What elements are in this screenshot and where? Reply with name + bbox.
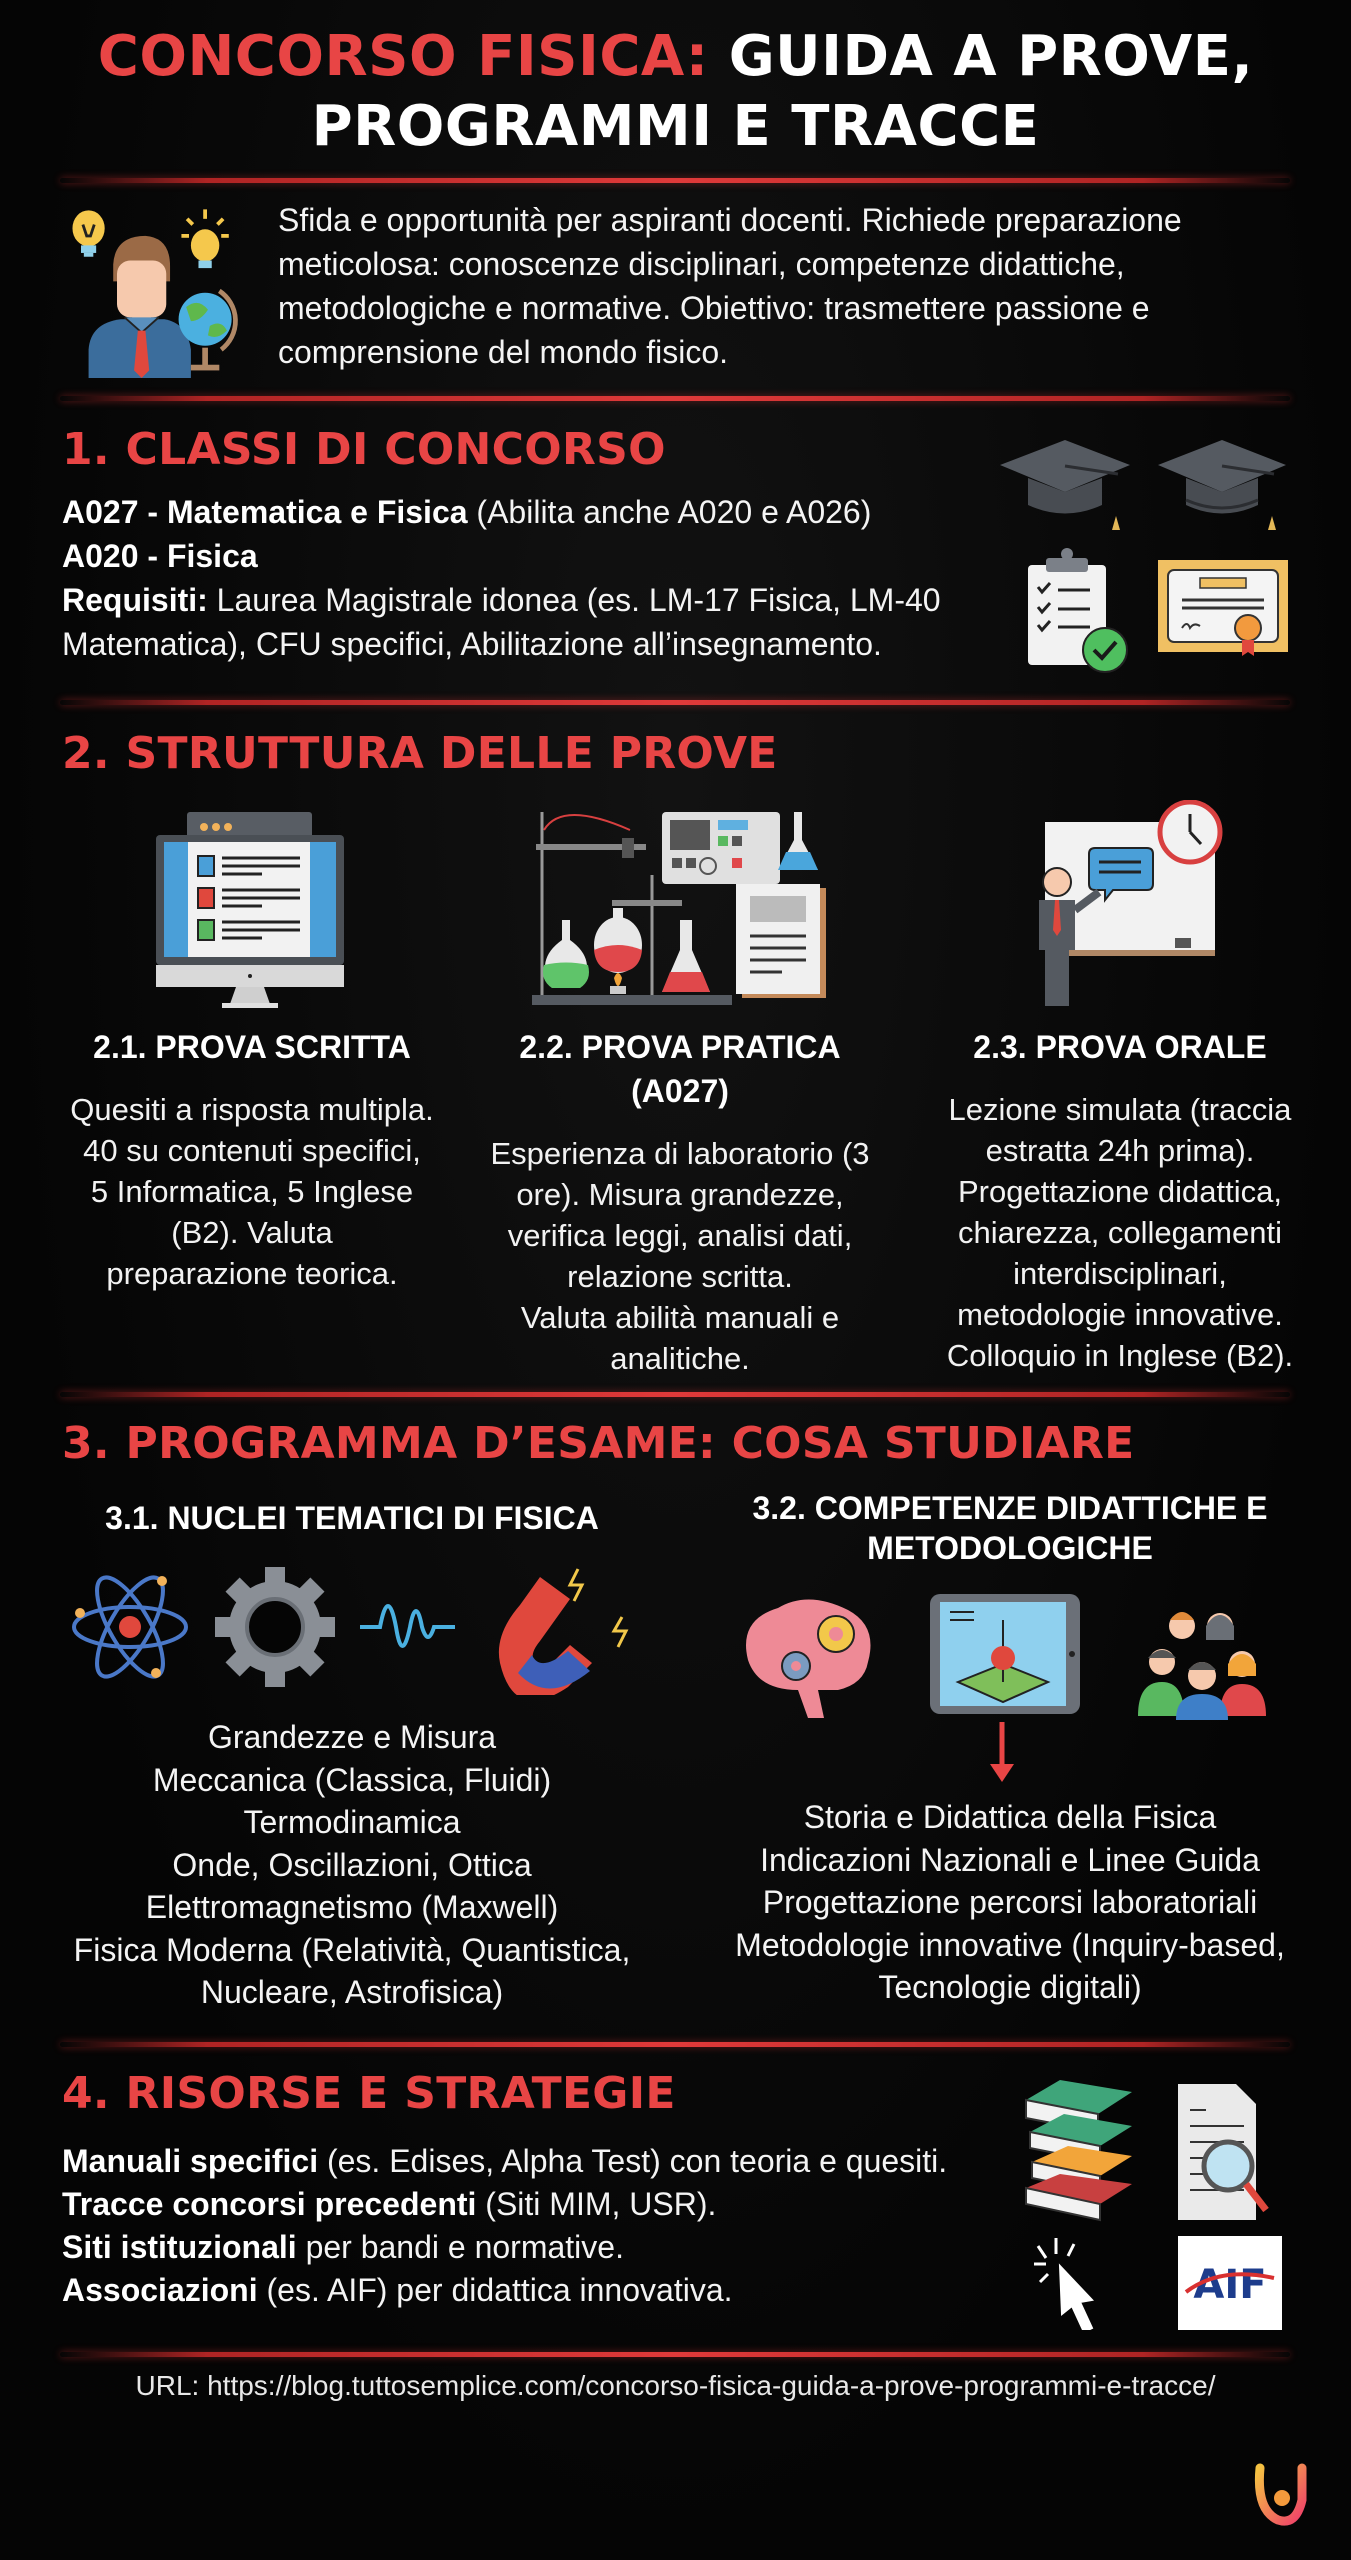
prova-line: Valuta abilità manuali e	[520, 1300, 840, 1335]
topic-item: Storia e Didattica della Fisica	[803, 1799, 1217, 1835]
risorsa-label: Tracce concorsi precedenti	[62, 2186, 477, 2222]
prova-description	[470, 1133, 890, 1379]
prova-line: Progettazione didattica,	[958, 1174, 1282, 1209]
wave-icon	[360, 1606, 455, 1646]
competenze-title-line: 3.2. COMPETENZE DIDATTICHE E	[752, 1490, 1268, 1526]
intro-line: metodologiche e normative. Obiettivo: trasmettere passione e	[278, 290, 1150, 326]
prova-line: relazione scritta.	[567, 1259, 793, 1294]
prova-line: (B2). Valuta	[171, 1215, 333, 1250]
teacher-with-globe-and-lightbulbs-icon	[58, 198, 248, 378]
requisiti-detail: Laurea Magistrale idonea (es. LM-17 Fisica, LM-40	[207, 582, 941, 618]
prova-line: Esperienza di laboratorio (3	[490, 1136, 870, 1171]
risorsa-item	[62, 2140, 1062, 2183]
teacher-whiteboard-clock-icon	[1025, 800, 1235, 1010]
risorsa-detail: per bandi e normative.	[296, 2229, 624, 2265]
topic-item: Metodologie innovative (Inquiry-based,	[735, 1926, 1285, 1963]
risorsa-item	[62, 2269, 1062, 2312]
intro-line: comprensione del mondo fisico.	[278, 334, 729, 370]
prova-line: ore). Misura grandezze,	[516, 1177, 844, 1212]
topic-item: Indicazioni Nazionali e Linee Guida	[760, 1841, 1260, 1878]
physics-icons	[70, 1565, 640, 1695]
topic-item: Elettromagnetismo (Maxwell)	[145, 1889, 559, 1925]
prova-line: chiarezza, collegamenti	[958, 1215, 1282, 1250]
graduation-cap-icon	[1158, 440, 1286, 530]
aif-logo	[1178, 2236, 1282, 2330]
brain-gears-icon	[746, 1599, 871, 1718]
classi-code: A020 - Fisica	[62, 538, 258, 574]
prova-line: 5 Informatica, 5 Inglese	[90, 1174, 414, 1209]
graduation-cap-icon	[1000, 440, 1130, 530]
risorsa-label: Manuali specifici	[62, 2143, 319, 2179]
source-url[interactable]: URL: https://blog.tuttosemplice.com/concorso-fisica-guida-a-prove-programmi-e-tracce/	[135, 2370, 1216, 2401]
topic-item: Meccanica (Classica, Fluidi)	[152, 1761, 552, 1798]
classi-list	[62, 490, 1012, 666]
classi-detail: (Abilita anche A020 e A026)	[467, 494, 872, 530]
topic-item: Onde, Oscillazioni, Ottica	[172, 1846, 532, 1883]
intro-line: Sfida e opportunità per aspiranti docenti. Richiede preparazione	[278, 202, 1182, 238]
divider	[60, 2042, 1290, 2047]
prova-line: estratta 24h prima).	[985, 1133, 1255, 1168]
risorse-list	[62, 2140, 1062, 2312]
requisiti-detail: Matematica), CFU specifici, Abilitazione all’insegnamento.	[62, 626, 882, 662]
topic-item: Progettazione percorsi laboratoriali	[762, 1884, 1258, 1920]
computer-quiz-icon	[152, 800, 352, 1010]
section-heading-programma: 3. PROGRAMMA D’ESAME: COSA STUDIARE	[62, 1418, 1135, 1469]
aif-logo-text: AIF	[1193, 2262, 1267, 2308]
risorsa-detail: (Siti MIM, USR).	[476, 2186, 717, 2222]
divider	[60, 2352, 1290, 2357]
arrow-down-icon	[990, 1722, 1014, 1782]
risorse-icons	[1020, 2070, 1320, 2330]
topic-item: Nucleare, Astrofisica)	[200, 1974, 504, 2010]
topic-item: Grandezze e Misura	[207, 1719, 497, 1755]
prova-line: preparazione teorica.	[106, 1256, 398, 1291]
prova-line: verifica leggi, analisi dati,	[507, 1218, 853, 1253]
risorsa-detail: (es. Edises, Alpha Test) con teoria e quesiti.	[318, 2143, 948, 2179]
requisiti-row	[62, 578, 1012, 622]
prova-description	[910, 1089, 1330, 1376]
brand-logo	[1248, 2460, 1318, 2530]
checklist-clipboard-icon	[1028, 548, 1127, 672]
tablet-simulation-icon	[930, 1594, 1080, 1714]
diploma-certificate-icon	[1158, 560, 1288, 656]
intro-paragraph	[278, 198, 1288, 374]
prova-line: 40 su contenuti specifici,	[83, 1133, 421, 1168]
title-line1: GUIDA A PROVE,	[728, 24, 1254, 89]
divider	[60, 396, 1290, 401]
competenze-title-line: METODOLOGICHE	[867, 1530, 1153, 1566]
prova-scritta-card	[42, 1025, 462, 1294]
divider	[60, 178, 1290, 183]
topic-item: Fisica Moderna (Relatività, Quantistica,	[73, 1931, 631, 1968]
prova-line: Quesiti a risposta multipla.	[70, 1092, 434, 1127]
topic-item: Termodinamica	[243, 1804, 461, 1840]
section-heading-struttura: 2. STRUTTURA DELLE PROVE	[62, 728, 778, 779]
prova-title: 2.2. PROVA PRATICA (A027)	[519, 1029, 841, 1109]
prova-description	[42, 1089, 462, 1294]
prova-title: 2.1. PROVA SCRITTA	[93, 1029, 411, 1065]
divider	[60, 1392, 1290, 1397]
risorsa-label: Associazioni	[62, 2272, 258, 2308]
cursor-click-icon	[1034, 2238, 1092, 2330]
magnet-icon	[499, 1569, 626, 1695]
competenze-list	[700, 1796, 1320, 2009]
prova-line: metodologie innovative.	[957, 1297, 1283, 1332]
topic-item: Tecnologie digitali)	[878, 1969, 1142, 2005]
section-heading-risorse: 4. RISORSE E STRATEGIE	[62, 2068, 676, 2119]
gear-icon	[215, 1567, 335, 1687]
divider	[60, 700, 1290, 705]
prova-line: Colloquio in Inglese (B2).	[946, 1338, 1294, 1373]
classi-row-a027	[62, 490, 1012, 534]
books-stack-icon	[1026, 2080, 1132, 2220]
document-search-icon	[1178, 2084, 1266, 2220]
classi-icons	[990, 420, 1310, 680]
competenze-title	[700, 1488, 1320, 1568]
risorsa-detail: (es. AIF) per didattica innovativa.	[257, 2272, 733, 2308]
requisiti-row-cont	[62, 622, 1012, 666]
prova-title: 2.3. PROVA ORALE	[973, 1029, 1267, 1065]
prova-line: analitiche.	[610, 1341, 750, 1376]
risorsa-item	[62, 2183, 1062, 2226]
requisiti-label: Requisiti:	[62, 582, 208, 618]
risorsa-item	[62, 2226, 1062, 2269]
nuclei-tematici-list	[42, 1716, 662, 2014]
student-group-icon	[1138, 1612, 1266, 1720]
prova-line: interdisciplinari,	[1013, 1256, 1227, 1291]
prova-line: Lezione simulata (traccia	[948, 1092, 1292, 1127]
didactic-icons	[738, 1590, 1278, 1720]
classi-row-a020	[62, 534, 1012, 578]
classi-code: A027 - Matematica e Fisica	[62, 494, 468, 530]
section-heading-classi: 1. CLASSI DI CONCORSO	[62, 424, 666, 475]
laboratory-equipment-icon	[522, 800, 842, 1010]
risorsa-label: Siti istituzionali	[62, 2229, 297, 2265]
page-title	[0, 22, 1351, 162]
title-highlight: CONCORSO FISICA:	[97, 24, 709, 89]
atom-icon	[74, 1569, 186, 1686]
intro-line: meticolosa: conoscenze disciplinari, competenze didattiche,	[278, 246, 1125, 282]
nuclei-tematici-title: 3.1. NUCLEI TEMATICI DI FISICA	[105, 1500, 599, 1536]
prova-orale-card	[910, 1025, 1330, 1376]
title-line2: PROGRAMMI E TRACCE	[311, 94, 1040, 159]
prova-pratica-card	[470, 1025, 890, 1379]
